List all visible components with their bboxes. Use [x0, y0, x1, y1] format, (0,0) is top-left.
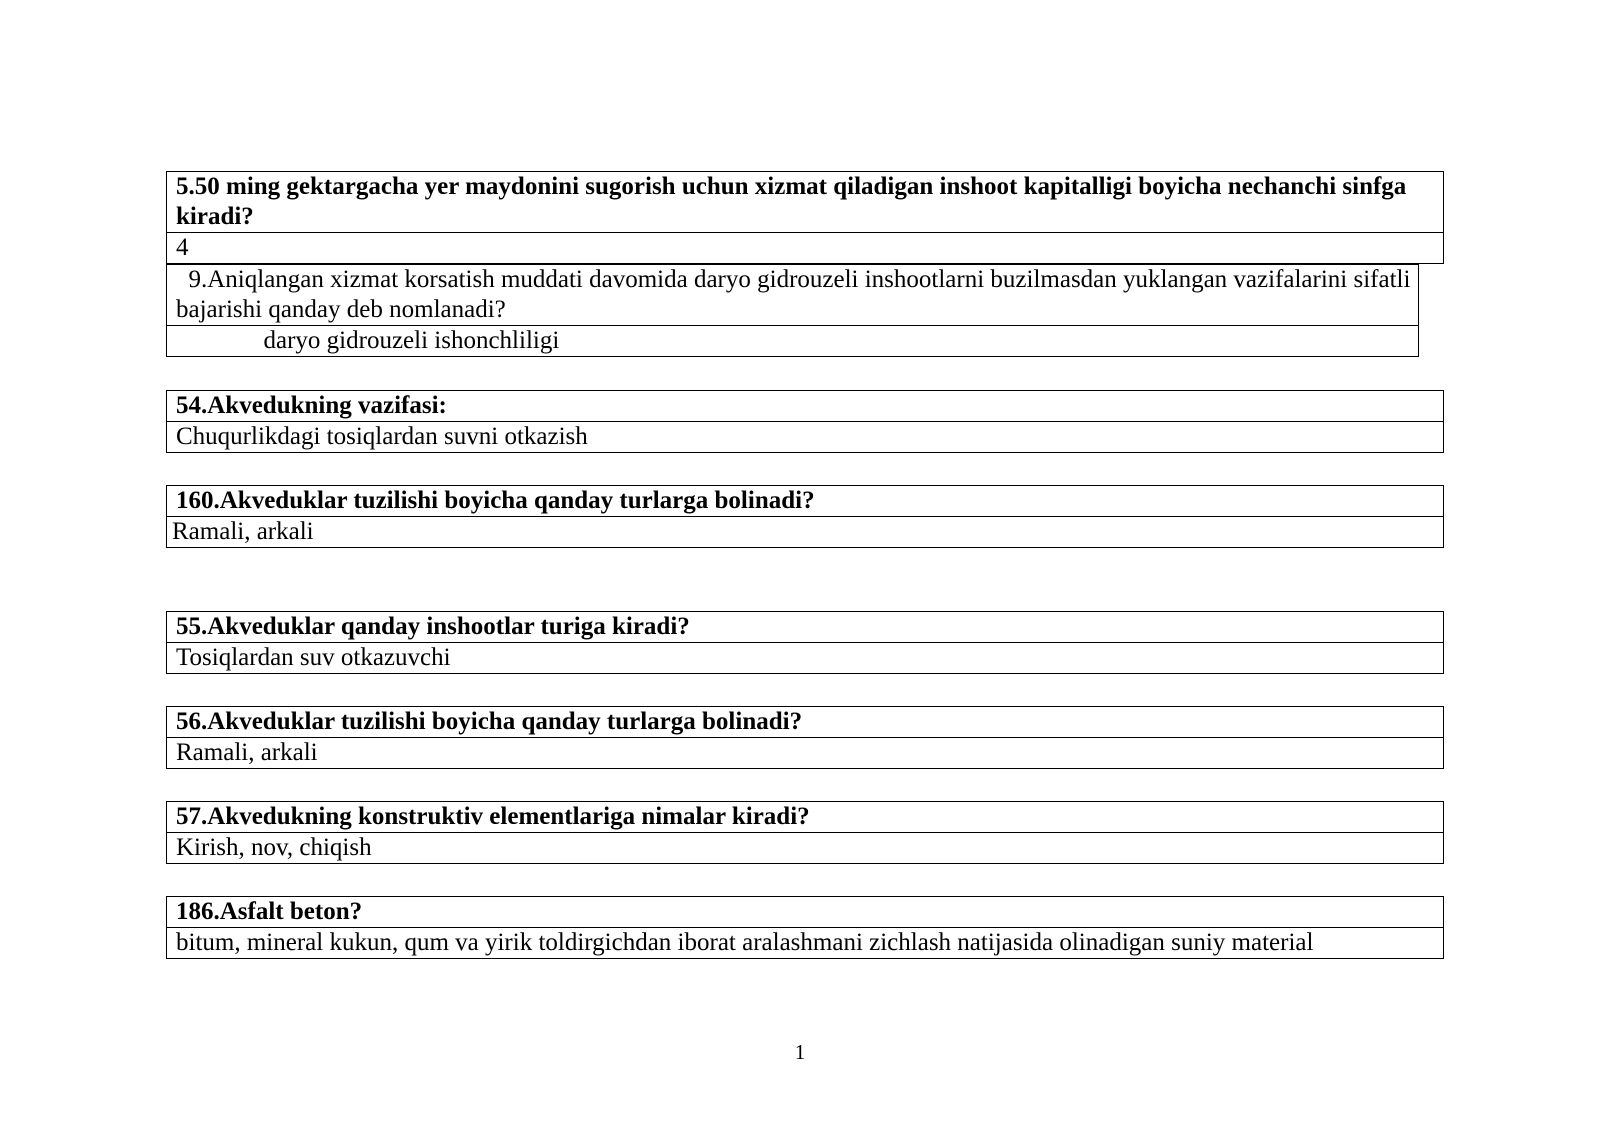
question-text: 5.50 ming gektargacha yer maydonini sugorish uchun xizmat qiladigan inshoot kapitalligi boyicha nechanchi sinfga kiradi? [167, 172, 1443, 233]
question-text: 57.Akvedukning konstruktiv elementlariga nimalar kiradi? [167, 802, 1443, 833]
question-text: 186.Asfalt beton? [167, 897, 1443, 928]
answer-text: Ramali, arkali [176, 739, 318, 766]
qa-block [166, 896, 1444, 959]
answer-text: Tosiqlardan suv otkazuvchi [176, 644, 451, 671]
answer-text: bitum, mineral kukun, qum va yirik toldirgichdan iborat aralashmani zichlash natijasida olinadigan suniy material [176, 929, 1314, 956]
question-text: 9.Aniqlangan xizmat korsatish muddati davomida daryo gidrouzeli inshootlarni buzilmasdan yuklangan vazifalarini sifatli bajarishi qanday deb nomlanadi? [167, 265, 1418, 326]
qa-block [166, 171, 1444, 264]
answer-text: Kirish, nov, chiqish [176, 834, 372, 861]
question-text: 160.Akveduklar tuzilishi boyicha qanday turlarga bolinadi? [167, 486, 1443, 517]
answer-text: 4 [176, 234, 189, 261]
answer-text: Ramali, arkali [172, 518, 314, 545]
page-number: 1 [794, 1040, 806, 1064]
answer-text: daryo gidrouzeli ishonchliligi [176, 327, 560, 354]
question-text: 55.Akveduklar qanday inshootlar turiga kiradi? [167, 612, 1443, 643]
qa-block [166, 611, 1444, 674]
qa-block [166, 706, 1444, 769]
answer-text: Chuqurlikdagi tosiqlardan suvni otkazish [176, 423, 588, 450]
question-text: 56.Akveduklar tuzilishi boyicha qanday turlarga bolinadi? [167, 707, 1443, 738]
qa-block [166, 264, 1436, 357]
qa-block [166, 801, 1444, 864]
qa-block [166, 390, 1444, 453]
qa-block [166, 485, 1444, 548]
question-text: 54.Akvedukning vazifasi: [167, 391, 1443, 422]
